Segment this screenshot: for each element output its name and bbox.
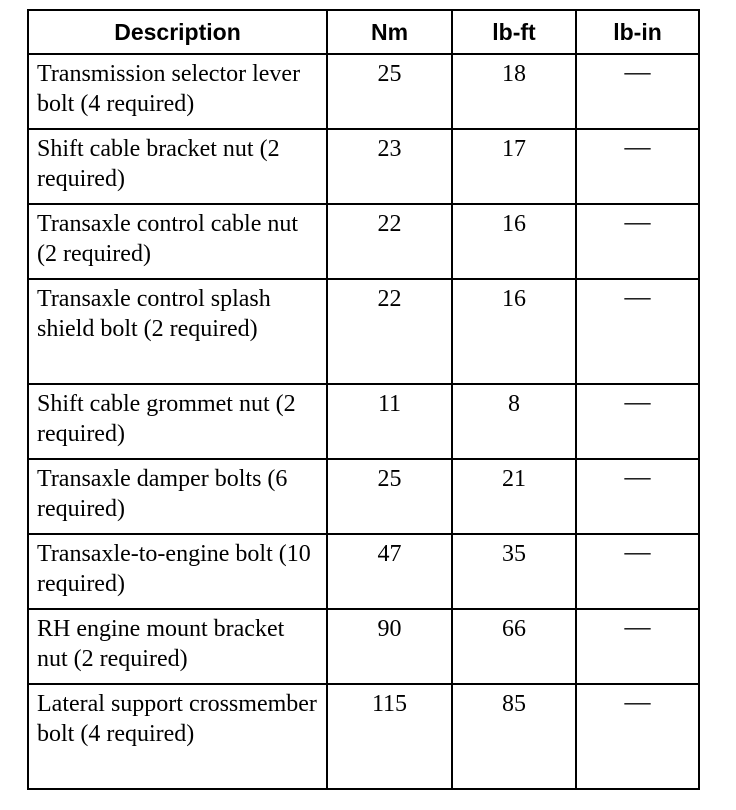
lb-ft-cell: 16 (452, 204, 576, 279)
nm-cell: 23 (327, 129, 452, 204)
table-row (28, 684, 699, 789)
table-row (28, 204, 699, 279)
lb-in-cell: — (576, 204, 699, 279)
description-cell: Shift cable bracket nut (2 required) (28, 129, 327, 204)
header-lb-ft: lb-ft (452, 10, 576, 54)
lb-ft-cell: 8 (452, 384, 576, 459)
table-row (28, 279, 699, 384)
lb-in-cell: — (576, 459, 699, 534)
description-cell: Lateral support crossmember bolt (4 required) (28, 684, 327, 789)
nm-cell: 47 (327, 534, 452, 609)
description-cell: RH engine mount bracket nut (2 required) (28, 609, 327, 684)
description-cell: Transmission selector lever bolt (4 required) (28, 54, 327, 129)
nm-cell: 25 (327, 459, 452, 534)
nm-cell: 22 (327, 279, 452, 384)
description-cell: Transaxle control cable nut (2 required) (28, 204, 327, 279)
lb-in-cell: — (576, 684, 699, 789)
table-row (28, 534, 699, 609)
description-cell: Transaxle-to-engine bolt (10 required) (28, 534, 327, 609)
description-cell: Transaxle control splash shield bolt (2 required) (28, 279, 327, 384)
lb-ft-cell: 16 (452, 279, 576, 384)
header-lb-in: lb-in (576, 10, 699, 54)
lb-in-cell: — (576, 279, 699, 384)
lb-in-cell: — (576, 384, 699, 459)
header-description: Description (28, 10, 327, 54)
nm-cell: 11 (327, 384, 452, 459)
table-row (28, 459, 699, 534)
table-header-row (28, 10, 699, 54)
lb-ft-cell: 17 (452, 129, 576, 204)
lb-in-cell: — (576, 129, 699, 204)
lb-ft-cell: 85 (452, 684, 576, 789)
lb-ft-cell: 66 (452, 609, 576, 684)
table-row (28, 609, 699, 684)
lb-in-cell: — (576, 534, 699, 609)
lb-ft-cell: 21 (452, 459, 576, 534)
lb-in-cell: — (576, 54, 699, 129)
table-row (28, 54, 699, 129)
torque-spec-table (27, 9, 700, 790)
table-row (28, 129, 699, 204)
lb-ft-cell: 35 (452, 534, 576, 609)
header-nm: Nm (327, 10, 452, 54)
nm-cell: 22 (327, 204, 452, 279)
description-cell: Transaxle damper bolts (6 required) (28, 459, 327, 534)
nm-cell: 115 (327, 684, 452, 789)
nm-cell: 90 (327, 609, 452, 684)
nm-cell: 25 (327, 54, 452, 129)
table-row (28, 384, 699, 459)
lb-in-cell: — (576, 609, 699, 684)
description-cell: Shift cable grommet nut (2 required) (28, 384, 327, 459)
lb-ft-cell: 18 (452, 54, 576, 129)
